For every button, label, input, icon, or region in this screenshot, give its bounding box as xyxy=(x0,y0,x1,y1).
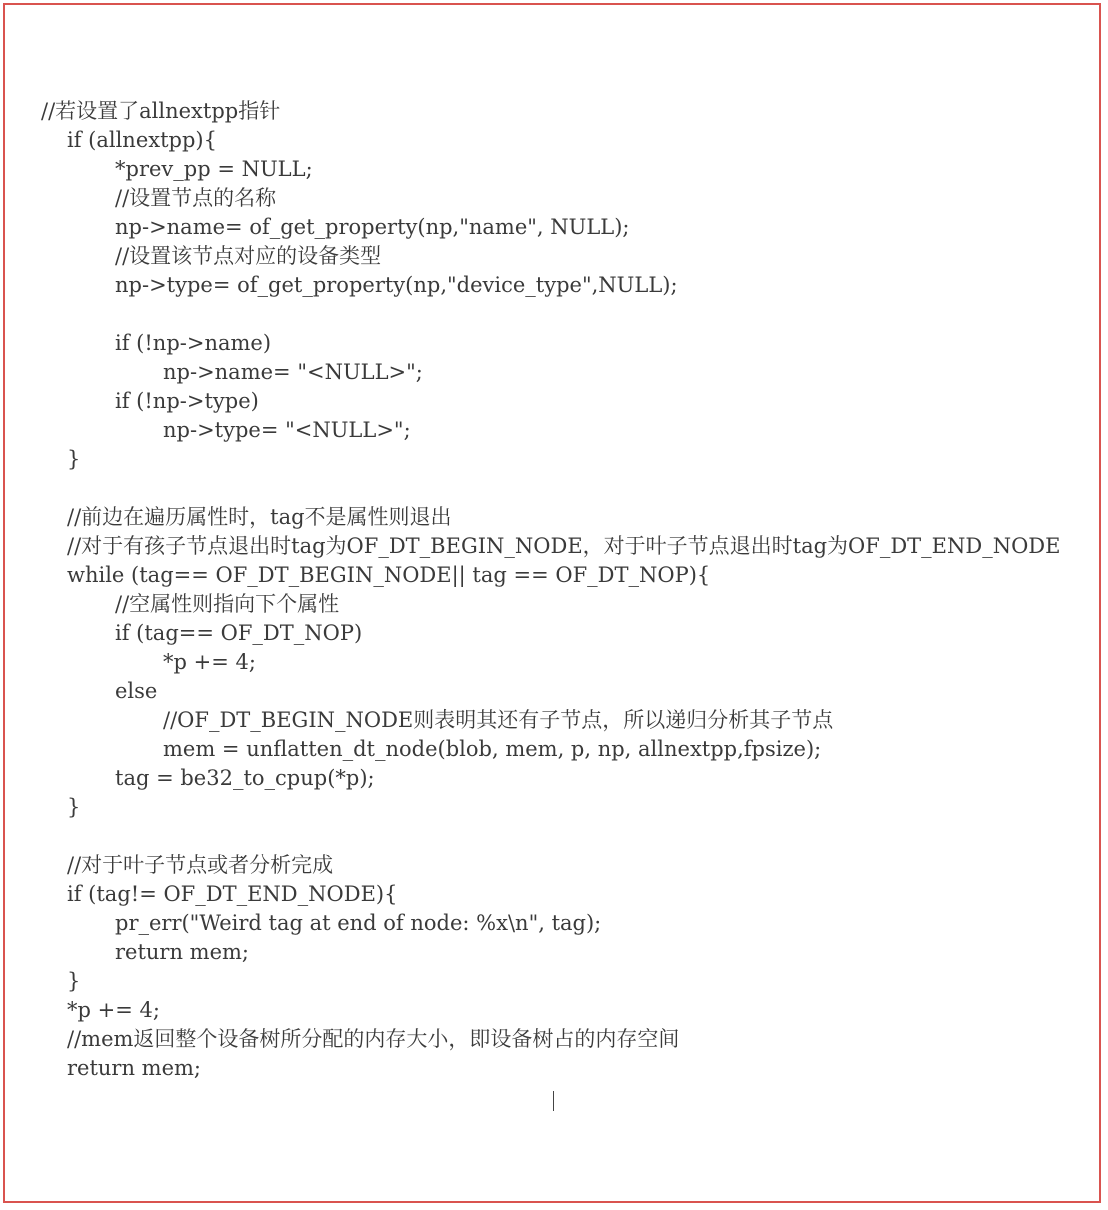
code-line: } xyxy=(67,969,81,993)
blank-line xyxy=(41,822,1081,851)
code-block xyxy=(41,97,1081,1083)
code-line: //OF_DT_BEGIN_NODE则表明其还有子节点，所以递归分析其子节点 xyxy=(163,708,834,732)
code-line: *prev_pp = NULL; xyxy=(115,157,313,181)
document-frame xyxy=(3,3,1101,1203)
code-line: return mem; xyxy=(115,940,249,964)
code-line: } xyxy=(67,447,81,471)
code-line: while (tag== OF_DT_BEGIN_NODE|| tag == OF_DT_NOP){ xyxy=(67,563,711,587)
code-line: tag = be32_to_cpup(*p); xyxy=(115,766,375,790)
code-line: pr_err("Weird tag at end of node: %x\n", tag); xyxy=(115,911,602,935)
code-line: if (tag== OF_DT_NOP) xyxy=(115,621,363,645)
code-line: //对于有孩子节点退出时tag为OF_DT_BEGIN_NODE，对于叶子节点退出时tag为OF_DT_END_NODE xyxy=(67,534,1061,558)
code-line: //前边在遍历属性时，tag不是属性则退出 xyxy=(67,505,452,529)
code-line: else xyxy=(115,679,158,703)
code-line: //对于叶子节点或者分析完成 xyxy=(67,853,334,877)
code-line: *p += 4; xyxy=(163,650,256,674)
blank-line xyxy=(41,300,1081,329)
code-line: //若设置了allnextpp指针 xyxy=(41,99,281,123)
code-line: if (allnextpp){ xyxy=(67,128,217,152)
code-line: //设置节点的名称 xyxy=(115,186,277,210)
code-line: //设置该节点对应的设备类型 xyxy=(115,244,382,268)
blank-line xyxy=(41,474,1081,503)
code-line: np->name= of_get_property(np,"name", NULL); xyxy=(115,215,630,239)
code-line: return mem; xyxy=(67,1056,201,1080)
code-line: if (!np->type) xyxy=(115,389,259,413)
code-line: np->type= "<NULL>"; xyxy=(163,418,411,442)
code-line: //空属性则指向下个属性 xyxy=(115,592,340,616)
code-line: *p += 4; xyxy=(67,998,160,1022)
code-line: np->type= of_get_property(np,"device_type",NULL); xyxy=(115,273,678,297)
text-cursor xyxy=(553,1091,554,1111)
code-line: if (tag!= OF_DT_END_NODE){ xyxy=(67,882,398,906)
code-line: } xyxy=(67,795,81,819)
code-line: if (!np->name) xyxy=(115,331,272,355)
code-line: np->name= "<NULL>"; xyxy=(163,360,423,384)
code-line: mem = unflatten_dt_node(blob, mem, p, np, allnextpp,fpsize); xyxy=(163,737,822,761)
code-line: //mem返回整个设备树所分配的内存大小，即设备树占的内存空间 xyxy=(67,1027,680,1051)
